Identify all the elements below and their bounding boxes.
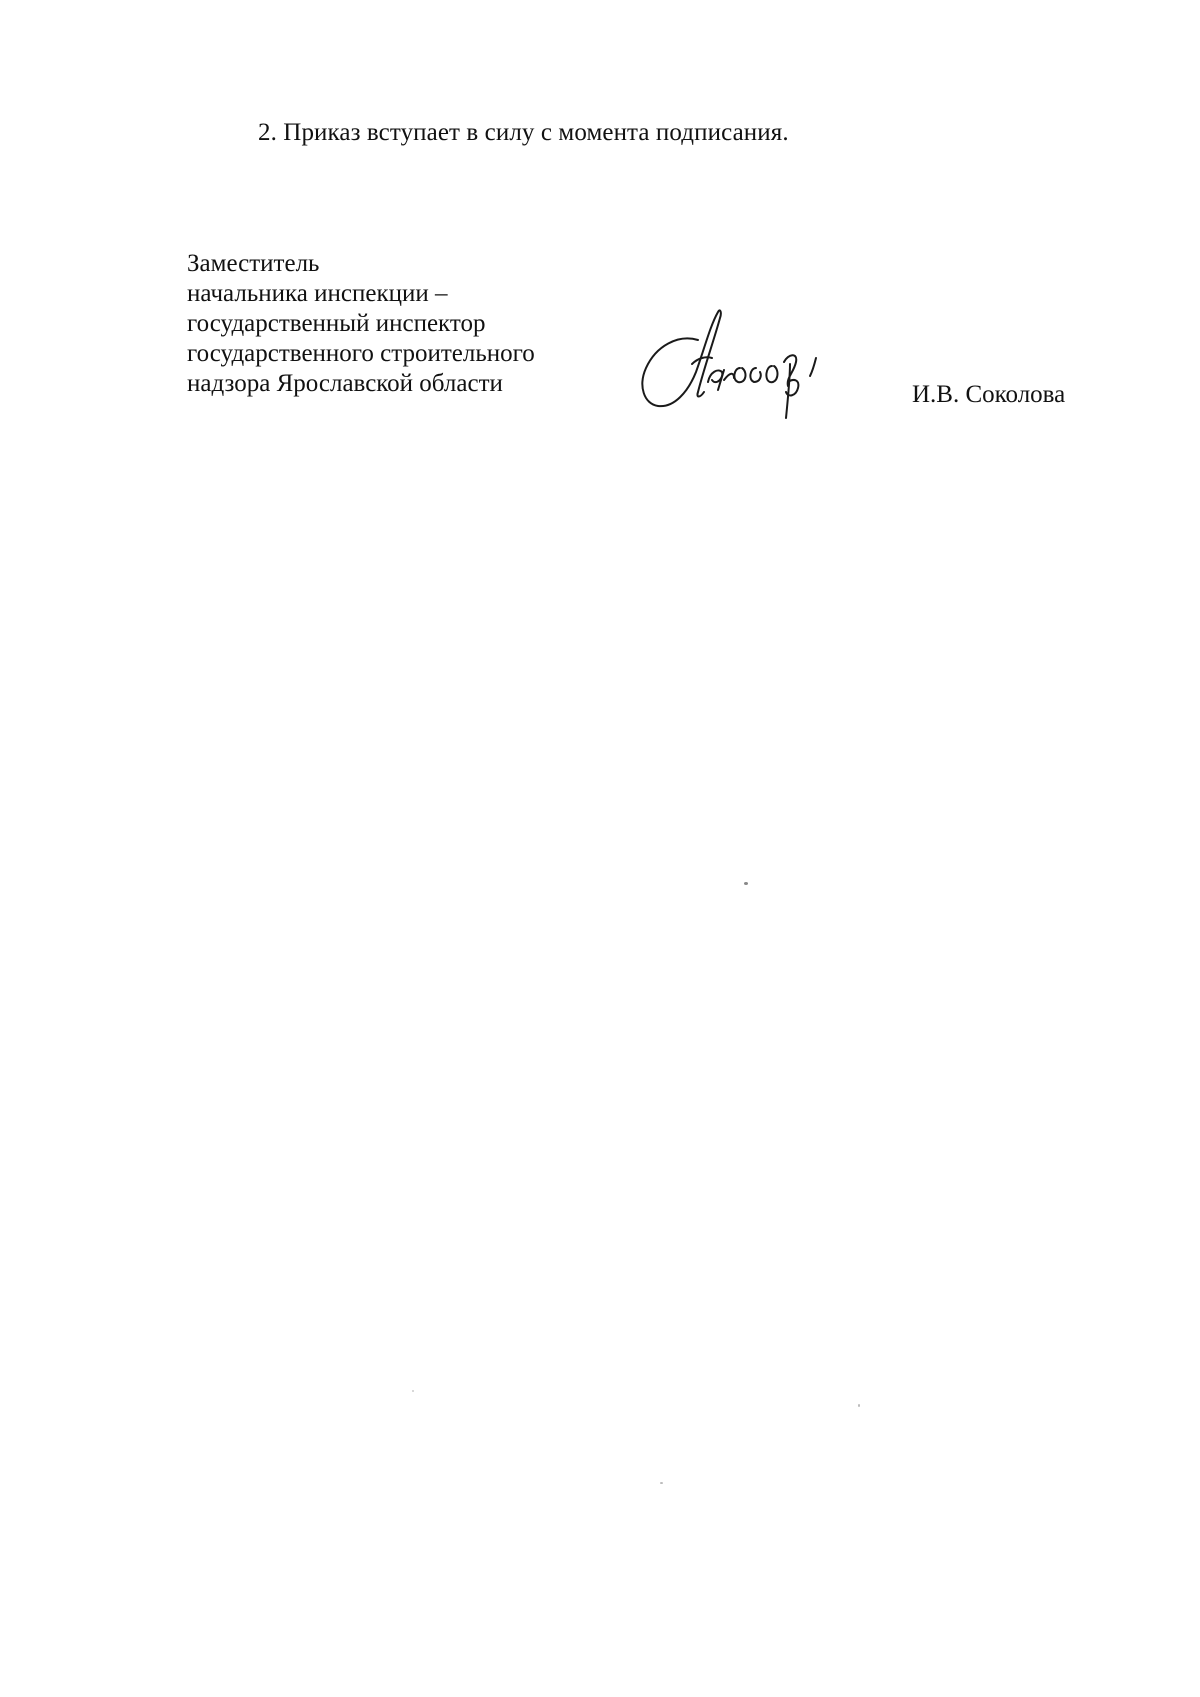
- scan-speck: [744, 882, 748, 885]
- signer-title-block: [187, 249, 535, 399]
- signer-title-line: надзора Ярославской области: [187, 370, 503, 397]
- clause-paragraph: 2. Приказ вступает в силу с момента подписания.: [258, 119, 789, 146]
- signer-title-line: государственный инспектор: [187, 310, 486, 337]
- signer-title-line: Заместитель: [187, 250, 320, 277]
- signer-name: И.В. Соколова: [912, 381, 1066, 408]
- scan-speck: [858, 1404, 860, 1407]
- scan-speck: [412, 1390, 414, 1392]
- handwritten-signature: [638, 306, 848, 434]
- scan-speck: [660, 1482, 663, 1484]
- signer-title-line: государственного строительного: [187, 340, 535, 367]
- signer-title-line: начальника инспекции –: [187, 280, 448, 307]
